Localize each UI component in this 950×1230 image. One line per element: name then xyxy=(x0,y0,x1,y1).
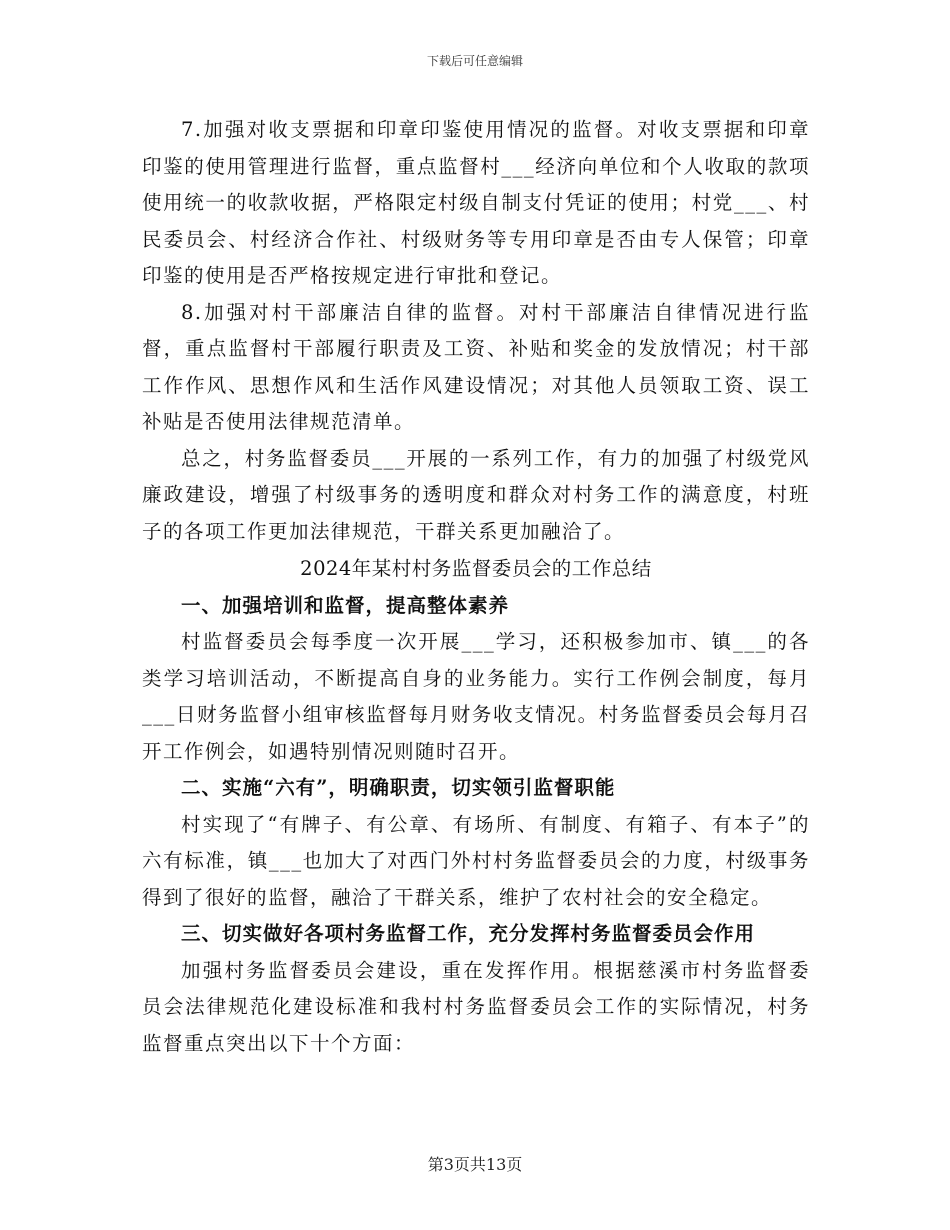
heading-two: 二、实施“六有”，明确职责，切实领引监督职能 xyxy=(181,776,616,799)
paragraph-training: 村监督委员会每季度一次开展___学习，还积极参加市、镇___的各类学习培训活动，不断提高自身的业务能力。实行工作例会制度，每月___日财务监督小组审核监督每月财务收支情况。村务监督委员会每月召开工作例会，如遇特别情况则随时召开。 xyxy=(142,630,810,763)
section-title: 2024年某村村务监督委员会的工作总结 xyxy=(300,557,652,580)
paragraph-six-standards: 村实现了“有牌子、有公章、有场所、有制度、有箱子、有本子”的六有标准，镇___也加大了对西门外村村务监督委员会的力度，村级事务得到了很好的监督，融洽了干群关系，维护了农村社会的安全稳定。 xyxy=(142,812,810,909)
paragraph-summary: 总之，村务监督委员___开展的一系列工作，有力的加强了村级党风廉政建设，增强了村级事务的透明度和群众对村务工作的满意度，村班子的各项工作更加法律规范，干群关系更加融洽了。 xyxy=(142,446,810,543)
document-body xyxy=(142,112,810,1062)
page-header: 下载后可任意编辑 xyxy=(426,54,523,68)
page-footer: 第3页共13页 xyxy=(427,1155,523,1174)
heading-one: 一、加强培训和监督，提高整体素养 xyxy=(181,593,510,617)
paragraph-item-7: 7.加强对收支票据和印章印鉴使用情况的监督。对收支票据和印章印鉴的使用管理进行监督，重点监督村___经济向单位和个人收取的款项使用统一的收款收据，严格限定村级自制支付凭证的使用；村党___、村民委员会、村经济合作社、村级财务等专用印章是否由专人保管；印章印鉴的使用是否严格按规定进行审批和登记。 xyxy=(142,118,810,287)
heading-three: 三、切实做好各项村务监督工作，充分发挥村务监督委员会作用 xyxy=(181,922,756,945)
paragraph-supervision: 加强村务监督委员会建设，重在发挥作用。根据慈溪市村务监督委员会法律规范化建设标准和我村村务监督委员会工作的实际情况，村务监督重点突出以下十个方面： xyxy=(142,958,810,1055)
paragraph-item-8: 8.加强对村干部廉洁自律的监督。对村干部廉洁自律情况进行监督，重点监督村干部履行职责及工资、补贴和奖金的发放情况；村干部工作作风、思想作风和生活作风建设情况；对其他人员领取工资、误工补贴是否使用法律规范清单。 xyxy=(142,300,810,433)
